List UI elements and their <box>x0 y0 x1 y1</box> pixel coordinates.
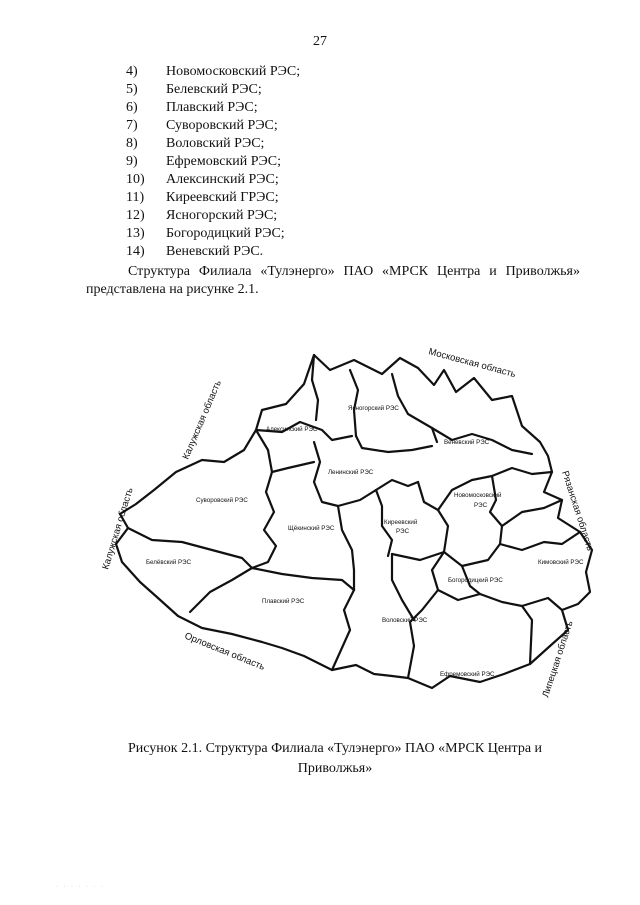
internal-border <box>356 436 432 452</box>
list-item-text: Ясногорский РЭС; <box>166 208 278 223</box>
neighbor-label-lipetsk: Липецкая область <box>540 619 576 699</box>
neighbor-label-oryol: Орловская область <box>182 630 267 673</box>
neighbor-label-kaluga-upper: Калужская область <box>180 378 224 462</box>
region-labels <box>146 405 584 678</box>
region-label-kimovsky: Кимовский РЭС <box>538 559 584 566</box>
list-item-number: 14) <box>126 244 145 259</box>
internal-border <box>438 590 532 664</box>
list-item-number: 12) <box>126 208 145 223</box>
list-item <box>126 153 300 171</box>
list-item-text: Алексинский РЭС; <box>166 172 279 187</box>
internal-border <box>500 532 580 550</box>
list-item-number: 13) <box>126 226 145 241</box>
list-item <box>126 117 300 135</box>
region-label-shchekinsky: Щёкинский РЭС <box>288 525 335 532</box>
figure-caption: Рисунок 2.1. Структура Филиала «Тулэнерго» ПАО «МРСК Центра и Приволжья» <box>127 741 543 776</box>
internal-border <box>408 552 444 678</box>
internal-border <box>332 590 354 670</box>
list-item <box>126 171 300 189</box>
intro-paragraph-text: Структура Филиала «Тулэнерго» ПАО «МРСК Центра и Приволжья» представлена на рисунке 2.1. <box>86 264 580 297</box>
res-list <box>126 63 300 261</box>
list-item-text: Ефремовский РЭС; <box>166 154 281 169</box>
list-item <box>126 63 300 81</box>
internal-border <box>272 462 314 472</box>
region-label-belevsky: Белёвский РЭС <box>146 559 192 566</box>
list-item-number: 7) <box>126 118 138 133</box>
intro-paragraph <box>86 263 580 299</box>
list-item <box>126 189 300 207</box>
neighbor-label-kaluga-left: Калужская область <box>100 486 136 571</box>
internal-border <box>256 430 272 472</box>
region-label-venevsky: Веневский РЭС <box>444 439 490 446</box>
region-label-novomoskovsky-suffix: РЭС <box>474 502 488 509</box>
list-item-text: Суворовский РЭС; <box>166 118 278 133</box>
list-item-text: Белевский РЭС; <box>166 82 262 97</box>
internal-border <box>252 472 276 568</box>
list-item-number: 9) <box>126 154 138 169</box>
region-label-bogoroditsky: Богородицкий РЭС <box>448 577 503 584</box>
list-item <box>126 207 300 225</box>
page-number: 27 <box>313 34 327 49</box>
list-item <box>126 81 300 99</box>
internal-border <box>252 568 354 590</box>
list-item-number: 10) <box>126 172 145 187</box>
neighbor-labels <box>100 346 595 699</box>
list-item-text: Богородицкий РЭС; <box>166 226 285 241</box>
list-item-number: 11) <box>126 190 145 205</box>
list-item <box>126 135 300 153</box>
list-item-text: Воловский РЭС; <box>166 136 265 151</box>
list-item-text: Киреевский ГРЭС; <box>166 190 279 205</box>
region-label-efremovsky: Ефремовский РЭС <box>440 671 495 678</box>
internal-border <box>392 554 414 620</box>
internal-border <box>312 355 318 420</box>
region-label-suvorovsky: Суворовский РЭС <box>196 497 248 504</box>
region-label-plavsky: Плавский РЭС <box>262 598 305 605</box>
list-item-text: Плавский РЭС; <box>166 100 258 115</box>
neighbor-label-ryazan: Рязанская область <box>559 469 596 553</box>
region-label-volovsky: Воловский РЭС <box>382 617 428 624</box>
internal-border <box>350 370 358 436</box>
list-item <box>126 243 300 261</box>
list-item <box>126 225 300 243</box>
list-item-number: 5) <box>126 82 138 97</box>
list-item-text: Веневский РЭС. <box>166 244 264 259</box>
region-map <box>92 330 612 700</box>
list-item-number: 6) <box>126 100 138 115</box>
region-label-aleksinsky: Алексинский РЭС <box>266 426 318 433</box>
internal-border <box>338 506 354 590</box>
list-item-number: 4) <box>126 64 138 79</box>
region-label-novomoskovsky: Новомосковский <box>454 492 502 499</box>
internal-border <box>502 500 562 526</box>
region-label-kireevsky: Киреевский <box>384 519 418 526</box>
internal-border <box>190 568 252 612</box>
neighbor-label-moscow: Московская область <box>427 346 517 381</box>
internal-border <box>522 598 562 610</box>
list-item-text: Новомосковский РЭС; <box>166 64 301 79</box>
list-item-number: 8) <box>126 136 138 151</box>
scan-specks: · · · · · · · <box>56 884 105 890</box>
list-item <box>126 99 300 117</box>
region-label-kireevsky-suffix: РЭС <box>396 528 410 535</box>
region-label-leninsky: Ленинский РЭС <box>328 469 374 476</box>
region-label-yasnogorsky: Ясногорский РЭС <box>348 405 399 412</box>
